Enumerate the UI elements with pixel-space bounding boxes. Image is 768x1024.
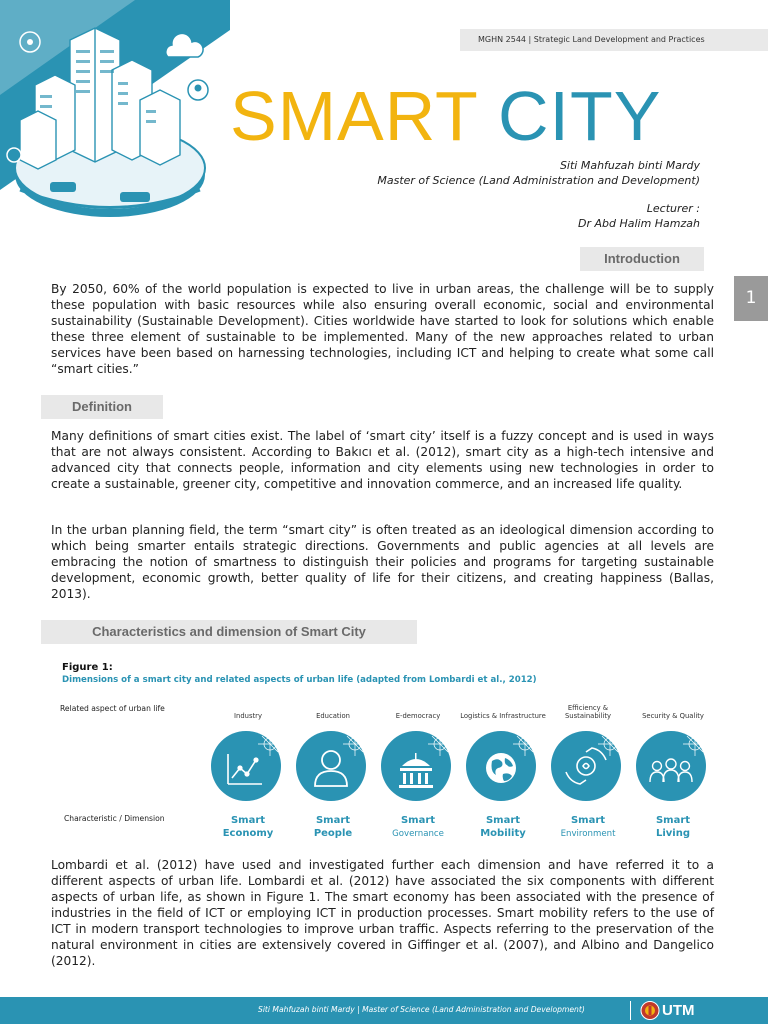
dimension-category: Living [655,828,691,839]
dimension-category: Economy [222,828,274,839]
page-footer [0,997,768,1024]
footer-text: Siti Mahfuzah binti Mardy | Master of Science (Land Administration and Development) [258,1005,585,1014]
page-number-tab: 1 [734,276,768,321]
dimension-category: Environment [560,829,616,839]
dimension-governance [375,700,461,841]
dimension-aspect: Logistics & Infrastructure [460,712,546,720]
dimension-aspect: Efficiency & Sustainability [564,704,612,720]
dimension-category: Governance [392,829,444,839]
dimension-aspect: Education [316,712,350,720]
section-heading-characteristics: Characteristics and dimension of Smart City [41,620,417,644]
title-word-city: CITY [497,77,662,155]
page-title [230,76,661,156]
dimension-aspect: E-democracy [395,712,441,720]
dimension-smart: Smart [570,815,606,826]
definition-paragraph-1: Many definitions of smart cities exist. The label of ‘smart city’ itself is a fuzzy concept and is used in ways that are not always consistent. According to Bakıcı et al. (2012), smart city as a high-tech intensive and advanced city that connects people, information and city elements using new technologies in order to create a sustainable, greener city, competitive and innovation commerce, and an increased life quality. [51,429,714,491]
dimension-badge [380,728,456,804]
dimension-badge [465,728,541,804]
dimension-badge [295,728,371,804]
dimension-category: Mobility [480,828,526,839]
course-title-bar: MGHN 2544 | Strategic Land Development and Practices [460,29,768,51]
utm-logo [640,1000,760,1021]
author-block [377,158,700,231]
figure-label: Figure 1: [62,662,113,673]
dimension-mobility [460,700,546,841]
characteristics-paragraph: Lombardi et al. (2012) have used and investigated further each dimension and have referred it to a different aspects of urban life. Lombardi et al. (2012) have associated the six components with different aspects of urban life, as shown in Figure 1. The smart economy has been associated with the presence of industries in the field of ICT or employing ICT in production processes. Smart mobility refers to the use of ICT in modern transport technologies to improve urban traffic. Aspects referring to the preservation of the natural environment in cities are extensively covered in Giffinger et al. (2007), and Albino and Dangelico (2012). [51,858,714,968]
section-heading-definition: Definition [41,395,163,419]
dimension-smart: Smart [400,815,436,826]
dimension-environment [545,700,631,841]
title-word-smart: SMART [230,77,478,155]
lecturer-label: Lecturer : [646,202,700,215]
logo-text: UTM [662,1002,695,1019]
lecturer-name: Dr Abd Halim Hamzah [577,217,700,230]
dimension-people [290,700,376,841]
author-name: Siti Mahfuzah binti Mardy [559,159,700,172]
row-label-aspect: Related aspect of urban life [60,704,165,713]
author-degree: Master of Science (Land Administration and Development) [377,174,700,187]
figure-caption: Dimensions of a smart city and related aspects of urban life (adapted from Lombardi et al., 2012) [62,675,537,685]
dimension-smart: Smart [315,815,351,826]
introduction-paragraph: By 2050, 60% of the world population is expected to live in urban areas, the challenge will be to supply these population with basic resources while also ensuring overall economic, social and environmental sustainability (Sustainable Development). Cities worldwide have started to look for solutions which enable these three element of sustainable to be implemented. Many of the new approaches related to urban services have been based on harnessing technologies, including ICT and helping to create what some call “smart cities.” [51,282,714,376]
footer-divider [630,1001,631,1020]
dimension-smart: Smart [655,815,691,826]
dimension-living [630,700,716,841]
utm-crest-icon [640,1000,660,1021]
dimension-badge [210,728,286,804]
dimension-economy [205,700,291,841]
dimension-badge [550,728,626,804]
globe-icon [486,753,516,783]
dimension-smart: Smart [230,815,266,826]
row-label-dimension: Characteristic / Dimension [64,814,165,823]
dimension-category: People [313,828,353,839]
dimension-smart: Smart [485,815,521,826]
definition-paragraph-2: In the urban planning field, the term “smart city” is often treated as an ideological dimension according to which being smarter entails strategic directions. Governments and public agencies at all levels are embracing the notion of smartness to distinguish their policies and programs for targeting sustainable development, economic growth, better quality of life for their citizens, and creating happiness (Ballas, 2013). [51,523,714,601]
dimension-aspect: Security & Quality [642,712,704,720]
smart-city-illustration [0,0,230,240]
section-heading-introduction: Introduction [580,247,704,271]
dimension-aspect: Industry [234,712,262,720]
dimension-badge [635,728,711,804]
